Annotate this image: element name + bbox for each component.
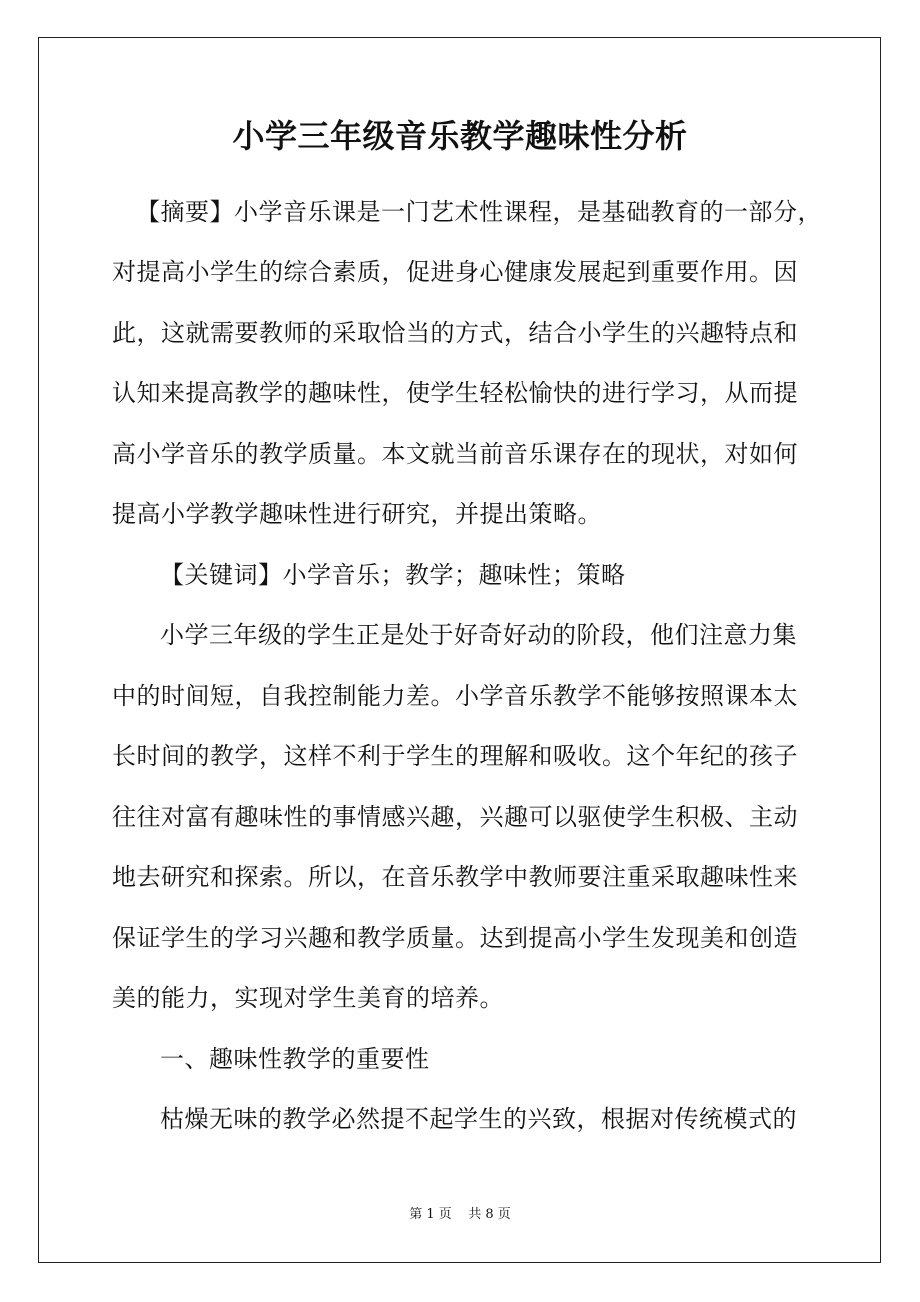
abstract-line-2: 对提高小学生的综合素质，促进身心健康发展起到重要作用。因 bbox=[112, 258, 798, 286]
abstract-line-6: 提高小学教学趣味性进行研究，并提出策略。 bbox=[112, 500, 602, 528]
body-line-5: 地去研究和探索。所以，在音乐教学中教师要注重采取趣味性来 bbox=[112, 863, 798, 891]
keywords-line: 【关键词】小学音乐；教学；趣味性；策略 bbox=[160, 561, 626, 589]
abstract-line-4: 认知来提高教学的趣味性，使学生轻松愉快的进行学习，从而提 bbox=[112, 379, 798, 407]
abstract-line-1: 【摘要】小学音乐课是一门艺术性课程，是基础教育的一部分， bbox=[136, 198, 822, 226]
body-line-8: 枯燥无味的教学必然提不起学生的兴致，根据对传统模式的 bbox=[160, 1105, 797, 1133]
body-line-6: 保证学生的学习兴趣和教学质量。达到提高小学生发现美和创造 bbox=[112, 924, 798, 952]
document-title: 小学三年级音乐教学趣味性分析 bbox=[232, 117, 688, 155]
body-line-2: 中的时间短，自我控制能力差。小学音乐教学不能够按照课本太 bbox=[112, 682, 798, 710]
body-line-3: 长时间的教学，这样不利于学生的理解和吸收。这个年纪的孩子 bbox=[112, 742, 798, 770]
page-footer: 第 1 页 共 8 页 bbox=[409, 1207, 511, 1222]
body-line-7: 美的能力，实现对学生美育的培养。 bbox=[112, 984, 504, 1012]
abstract-line-3: 此，这就需要教师的采取恰当的方式，结合小学生的兴趣特点和 bbox=[112, 319, 798, 347]
body-line-1: 小学三年级的学生正是处于好奇好动的阶段，他们注意力集 bbox=[160, 621, 797, 649]
abstract-line-5: 高小学音乐的教学质量。本文就当前音乐课存在的现状，对如何 bbox=[112, 440, 798, 468]
body-line-4: 往往对富有趣味性的事情感兴趣，兴趣可以驱使学生积极、主动 bbox=[112, 803, 798, 831]
section-heading: 一、趣味性教学的重要性 bbox=[160, 1045, 430, 1073]
